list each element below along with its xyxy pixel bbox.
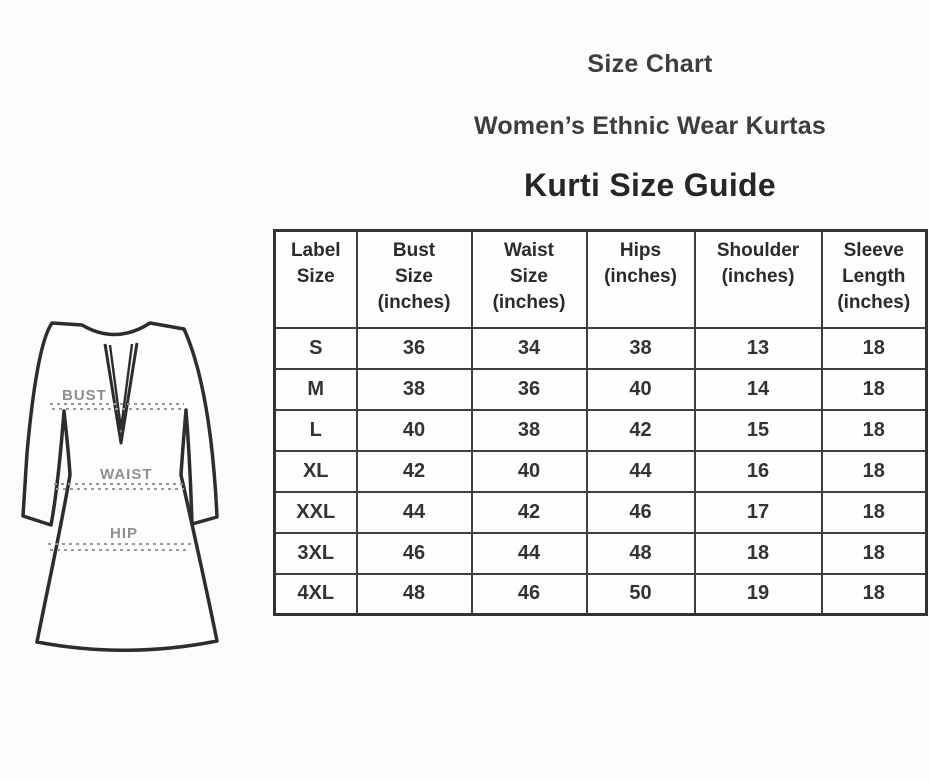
cell-sleeve: 18 xyxy=(822,369,927,410)
cell-hips: 48 xyxy=(587,533,695,574)
cell-bust: 48 xyxy=(357,574,472,615)
table-row-xxl xyxy=(275,492,927,533)
table-row-xl xyxy=(275,451,927,492)
hip-label: HIP xyxy=(110,525,139,542)
cell-waist: 46 xyxy=(472,574,587,615)
cell-hips: 46 xyxy=(587,492,695,533)
col-header-hips: Hips (inches) xyxy=(587,231,695,328)
table-row-3xl xyxy=(275,533,927,574)
cell-shoulder: 14 xyxy=(695,369,822,410)
cell-hips: 44 xyxy=(587,451,695,492)
table-row-s xyxy=(275,328,927,369)
cell-hips: 38 xyxy=(587,328,695,369)
cell-bust: 36 xyxy=(357,328,472,369)
cell-sleeve: 18 xyxy=(822,451,927,492)
cell-shoulder: 13 xyxy=(695,328,822,369)
cell-waist: 44 xyxy=(472,533,587,574)
page-title: Size Chart xyxy=(587,50,713,78)
cell-sleeve: 18 xyxy=(822,492,927,533)
cell-size: 4XL xyxy=(275,574,357,615)
cell-bust: 46 xyxy=(357,533,472,574)
size-table-header-row xyxy=(275,231,927,328)
cell-hips: 42 xyxy=(587,410,695,451)
kurti-body-outline xyxy=(23,323,217,650)
cell-bust: 38 xyxy=(357,369,472,410)
kurti-line-drawing xyxy=(8,318,240,663)
cell-shoulder: 19 xyxy=(695,574,822,615)
kurti-illustration xyxy=(8,318,240,663)
cell-waist: 36 xyxy=(472,369,587,410)
col-header-sleeve-length: Sleeve Length (inches) xyxy=(822,231,927,328)
cell-waist: 38 xyxy=(472,410,587,451)
cell-waist: 34 xyxy=(472,328,587,369)
size-table xyxy=(273,229,928,616)
col-header-shoulder: Shoulder (inches) xyxy=(695,231,822,328)
cell-bust: 42 xyxy=(357,451,472,492)
waist-label: WAIST xyxy=(100,466,153,483)
table-row-4xl xyxy=(275,574,927,615)
cell-waist: 40 xyxy=(472,451,587,492)
cell-hips: 40 xyxy=(587,369,695,410)
cell-shoulder: 15 xyxy=(695,410,822,451)
cell-shoulder: 16 xyxy=(695,451,822,492)
table-row-l xyxy=(275,410,927,451)
cell-bust: 40 xyxy=(357,410,472,451)
col-header-bust-size: Bust Size (inches) xyxy=(357,231,472,328)
bust-label: BUST xyxy=(62,387,107,404)
cell-sleeve: 18 xyxy=(822,328,927,369)
cell-sleeve: 18 xyxy=(822,574,927,615)
cell-bust: 44 xyxy=(357,492,472,533)
table-row-m xyxy=(275,369,927,410)
cell-size: S xyxy=(275,328,357,369)
cell-size: L xyxy=(275,410,357,451)
section-heading: Kurti Size Guide xyxy=(524,167,776,203)
col-header-label-size: Label Size xyxy=(275,231,357,328)
cell-waist: 42 xyxy=(472,492,587,533)
cell-size: XXL xyxy=(275,492,357,533)
cell-size: 3XL xyxy=(275,533,357,574)
cell-size: XL xyxy=(275,451,357,492)
cell-size: M xyxy=(275,369,357,410)
cell-sleeve: 18 xyxy=(822,410,927,451)
cell-hips: 50 xyxy=(587,574,695,615)
cell-shoulder: 18 xyxy=(695,533,822,574)
col-header-waist-size: Waist Size (inches) xyxy=(472,231,587,328)
cell-shoulder: 17 xyxy=(695,492,822,533)
cell-sleeve: 18 xyxy=(822,533,927,574)
page-subtitle: Women’s Ethnic Wear Kurtas xyxy=(473,112,827,140)
